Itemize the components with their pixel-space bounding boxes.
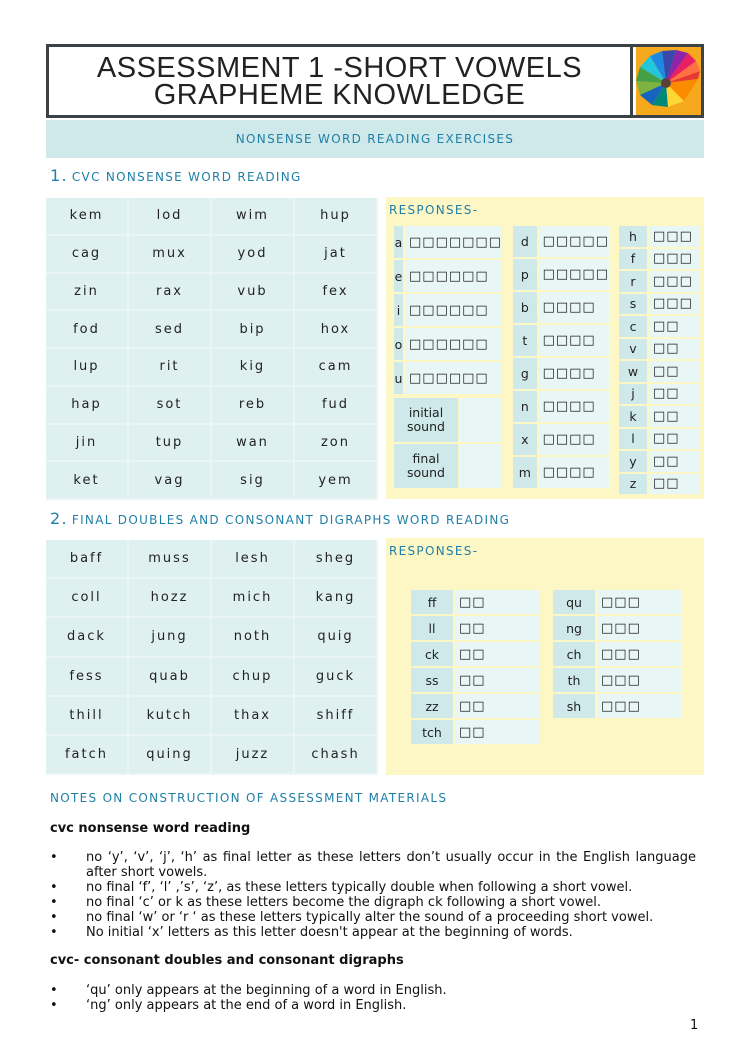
cvc-word-cell: hox xyxy=(295,311,378,349)
cvc-word-cell: yem xyxy=(295,462,378,500)
note-bullet: • no final ‘f’, ‘l’ ,’s’, ‘z’, as these letters typically double when following a short vowel. xyxy=(50,880,696,895)
consonant-tally-boxes[interactable]: □□ xyxy=(648,383,700,406)
digraph-word-cell: juzz xyxy=(212,736,295,775)
digraph-word-cell: sheg xyxy=(295,540,378,579)
digraph-grapheme-label: ng xyxy=(552,615,596,641)
vowel-tally-boxes[interactable]: □□□□□□ xyxy=(404,327,503,361)
consonant-grapheme-label: y xyxy=(618,450,648,473)
double-grapheme-label: tch xyxy=(410,719,454,745)
digraph-word-cell: quig xyxy=(295,618,378,657)
initial-sound-label: initial sound xyxy=(393,397,459,443)
digraph-grapheme-label: qu xyxy=(552,589,596,615)
digraph-word-cell: quing xyxy=(129,736,212,775)
consonant-tally-boxes[interactable]: □□ xyxy=(648,338,700,361)
cvc-word-cell: sed xyxy=(129,311,212,349)
digraph-grapheme-label: th xyxy=(552,667,596,693)
digraph-word-cell: noth xyxy=(212,618,295,657)
cvc-word-cell: tup xyxy=(129,425,212,463)
consonant-grapheme-label: x xyxy=(512,423,538,456)
cvc-word-cell: jat xyxy=(295,236,378,274)
cvc-word-cell: lup xyxy=(46,349,129,387)
notes-subheading-2: cvc- consonant doubles and consonant digraphs xyxy=(50,953,404,968)
consonant-grapheme-label: t xyxy=(512,324,538,357)
digraph-word-cell: guck xyxy=(295,658,378,697)
consonant-grapheme-label: j xyxy=(618,383,648,406)
section-1-heading xyxy=(50,166,302,185)
digraph-word-cell: coll xyxy=(46,579,129,618)
consonant-tally-boxes[interactable]: □□□□ xyxy=(538,390,610,423)
section-2-number: 2. xyxy=(50,509,68,528)
consonant-tally-boxes[interactable]: □□□□□ xyxy=(538,225,610,258)
title-line-2: GRAPHEME KNOWLEDGE xyxy=(153,79,526,111)
cvc-word-cell: fex xyxy=(295,274,378,312)
double-tally-boxes[interactable]: □□ xyxy=(454,693,540,719)
consonant-tally-boxes[interactable]: □□□ xyxy=(648,248,700,271)
cvc-word-cell: mux xyxy=(129,236,212,274)
consonant-grapheme-label: z xyxy=(618,473,648,496)
digraph-word-cell: quab xyxy=(129,658,212,697)
vowel-grapheme-label: e xyxy=(393,259,404,293)
digraph-word-cell: dack xyxy=(46,618,129,657)
consonant-tally-boxes[interactable]: □□□ xyxy=(648,270,700,293)
digraph-tally-boxes[interactable]: □□□ xyxy=(596,589,682,615)
cvc-word-cell: hup xyxy=(295,198,378,236)
double-tally-boxes[interactable]: □□ xyxy=(454,589,540,615)
cvc-word-cell: fod xyxy=(46,311,129,349)
cvc-word-cell: sot xyxy=(129,387,212,425)
digraph-word-cell: chash xyxy=(295,736,378,775)
digraph-grapheme-label: ch xyxy=(552,641,596,667)
digraph-word-grid xyxy=(46,540,378,775)
note-bullet: • No initial ‘x’ letters as this letter doesn't appear at the beginning of words. xyxy=(50,925,696,940)
cvc-word-cell: sig xyxy=(212,462,295,500)
final-sound-box[interactable] xyxy=(459,443,503,489)
consonant-tally-boxes[interactable]: □□□□ xyxy=(538,423,610,456)
consonant-tally-boxes[interactable]: □□ xyxy=(648,450,700,473)
notes-subheading-1: cvc nonsense word reading xyxy=(50,821,251,836)
vowel-tally-boxes[interactable]: □□□□□□ xyxy=(404,259,503,293)
consonant-tally-boxes[interactable]: □□ xyxy=(648,360,700,383)
digraph-responses-label: RESPONSES- xyxy=(389,544,479,558)
cvc-word-cell: cag xyxy=(46,236,129,274)
cvc-word-cell: jin xyxy=(46,425,129,463)
consonant-grapheme-label: v xyxy=(618,338,648,361)
page-title xyxy=(49,47,633,115)
digraph-tally-boxes[interactable]: □□□ xyxy=(596,693,682,719)
digraph-tally-boxes[interactable]: □□□ xyxy=(596,667,682,693)
cvc-word-cell: vag xyxy=(129,462,212,500)
cvc-word-cell: zon xyxy=(295,425,378,463)
consonant-grapheme-label: f xyxy=(618,248,648,271)
consonant-grapheme-label: p xyxy=(512,258,538,291)
section-1-title: CVC NONSENSE WORD READING xyxy=(71,170,302,184)
note-bullet: • no ‘y’, ‘v’, ‘j’, ‘h’ as final letter as these letters don’t usually occur in the English language after short vowels. xyxy=(50,850,696,880)
digraph-word-cell: thill xyxy=(46,697,129,736)
consonant-tally-boxes[interactable]: □□ xyxy=(648,428,700,451)
vowel-grapheme-label: u xyxy=(393,361,404,395)
consonant-grapheme-label: g xyxy=(512,357,538,390)
exercise-banner: NONSENSE WORD READING EXERCISES xyxy=(46,120,704,158)
cvc-word-cell: hap xyxy=(46,387,129,425)
digraph-tally-boxes[interactable]: □□□ xyxy=(596,641,682,667)
digraph-word-cell: muss xyxy=(129,540,212,579)
cvc-word-grid xyxy=(46,198,378,500)
cvc-word-cell: ket xyxy=(46,462,129,500)
consonant-grapheme-label: k xyxy=(618,405,648,428)
double-grapheme-label: ll xyxy=(410,615,454,641)
cvc-word-cell: bip xyxy=(212,311,295,349)
consonant-tally-boxes[interactable]: □□□□□ xyxy=(538,258,610,291)
cvc-word-cell: reb xyxy=(212,387,295,425)
double-grapheme-label: ck xyxy=(410,641,454,667)
cvc-word-cell: rax xyxy=(129,274,212,312)
vowel-grapheme-label: i xyxy=(393,293,404,327)
cvc-word-cell: wan xyxy=(212,425,295,463)
digraph-word-cell: fatch xyxy=(46,736,129,775)
vowel-grapheme-label: o xyxy=(393,327,404,361)
digraph-response-table xyxy=(551,588,683,720)
vowel-tally-boxes[interactable]: □□□□□□ xyxy=(404,293,503,327)
cvc-word-cell: rit xyxy=(129,349,212,387)
consonant-grapheme-label: n xyxy=(512,390,538,423)
notes-list-2 xyxy=(50,983,696,1013)
cvc-responses-label: RESPONSES- xyxy=(389,203,479,217)
digraph-word-cell: hozz xyxy=(129,579,212,618)
consonant-grapheme-label: r xyxy=(618,270,648,293)
section-2-heading xyxy=(50,509,510,528)
vowel-response-table xyxy=(392,224,504,396)
title-box xyxy=(46,44,704,118)
section-2-title: FINAL DOUBLES AND CONSONANT DIGRAPHS WORD READING xyxy=(71,513,511,527)
consonant-tally-boxes[interactable]: □□□□ xyxy=(538,291,610,324)
title-line-1: ASSESSMENT 1 -SHORT VOWELS xyxy=(96,52,583,84)
vowel-grapheme-label: a xyxy=(393,225,404,259)
notes-heading: NOTES ON CONSTRUCTION OF ASSESSMENT MATERIALS xyxy=(50,791,448,805)
double-tally-boxes[interactable]: □□ xyxy=(454,615,540,641)
cvc-word-cell: cam xyxy=(295,349,378,387)
flower-logo-icon xyxy=(636,47,701,115)
consonant-grapheme-label: h xyxy=(618,225,648,248)
sound-position-table xyxy=(392,396,504,490)
digraph-word-cell: jung xyxy=(129,618,212,657)
digraph-word-cell: baff xyxy=(46,540,129,579)
digraph-grapheme-label: sh xyxy=(552,693,596,719)
cvc-word-cell: lod xyxy=(129,198,212,236)
double-tally-boxes[interactable]: □□ xyxy=(454,719,540,745)
digraph-word-cell: lesh xyxy=(212,540,295,579)
consonant-response-table-1 xyxy=(511,224,611,490)
final-sound-label: final sound xyxy=(393,443,459,489)
note-bullet: • no final ‘w’ or ‘r ‘ as these letters typically alter the sound of a proceeding short vowel. xyxy=(50,910,696,925)
digraph-word-cell: shiff xyxy=(295,697,378,736)
double-tally-boxes[interactable]: □□ xyxy=(454,641,540,667)
consonant-grapheme-label: s xyxy=(618,293,648,316)
initial-sound-box[interactable] xyxy=(459,397,503,443)
digraph-word-cell: chup xyxy=(212,658,295,697)
cvc-word-cell: yod xyxy=(212,236,295,274)
digraph-word-cell: mich xyxy=(212,579,295,618)
notes-list-1 xyxy=(50,850,696,940)
double-grapheme-label: zz xyxy=(410,693,454,719)
consonant-response-table-2 xyxy=(617,224,701,496)
double-grapheme-label: ss xyxy=(410,667,454,693)
cvc-word-cell: kem xyxy=(46,198,129,236)
consonant-grapheme-label: l xyxy=(618,428,648,451)
consonant-grapheme-label: c xyxy=(618,315,648,338)
cvc-word-cell: zin xyxy=(46,274,129,312)
consonant-tally-boxes[interactable]: □□□□ xyxy=(538,456,610,489)
cvc-word-cell: kig xyxy=(212,349,295,387)
page-number: 1 xyxy=(690,1018,699,1033)
note-bullet: • ‘ng’ only appears at the end of a word in English. xyxy=(50,998,696,1013)
double-grapheme-label: ff xyxy=(410,589,454,615)
vowel-tally-boxes[interactable]: □□□□□□□ xyxy=(404,225,503,259)
digraph-word-cell: thax xyxy=(212,697,295,736)
double-tally-boxes[interactable]: □□ xyxy=(454,667,540,693)
cvc-word-cell: fud xyxy=(295,387,378,425)
consonant-grapheme-label: w xyxy=(618,360,648,383)
digraph-word-cell: kutch xyxy=(129,697,212,736)
consonant-tally-boxes[interactable]: □□ xyxy=(648,473,700,496)
consonant-grapheme-label: b xyxy=(512,291,538,324)
doubles-response-table xyxy=(409,588,541,746)
note-bullet: • no final ‘c’ or k as these letters become the digraph ck following a short vowel. xyxy=(50,895,696,910)
consonant-tally-boxes[interactable]: □□ xyxy=(648,315,700,338)
consonant-grapheme-label: d xyxy=(512,225,538,258)
consonant-tally-boxes[interactable]: □□□□ xyxy=(538,357,610,390)
digraph-word-cell: kang xyxy=(295,579,378,618)
note-bullet: • ‘qu’ only appears at the beginning of a word in English. xyxy=(50,983,696,998)
cvc-word-cell: vub xyxy=(212,274,295,312)
consonant-tally-boxes[interactable]: □□ xyxy=(648,405,700,428)
digraph-word-cell: fess xyxy=(46,658,129,697)
consonant-tally-boxes[interactable]: □□□□ xyxy=(538,324,610,357)
vowel-tally-boxes[interactable]: □□□□□□ xyxy=(404,361,503,395)
consonant-tally-boxes[interactable]: □□□ xyxy=(648,293,700,316)
consonant-tally-boxes[interactable]: □□□ xyxy=(648,225,700,248)
consonant-grapheme-label: m xyxy=(512,456,538,489)
cvc-word-cell: wim xyxy=(212,198,295,236)
section-1-number: 1. xyxy=(50,166,68,185)
digraph-tally-boxes[interactable]: □□□ xyxy=(596,615,682,641)
